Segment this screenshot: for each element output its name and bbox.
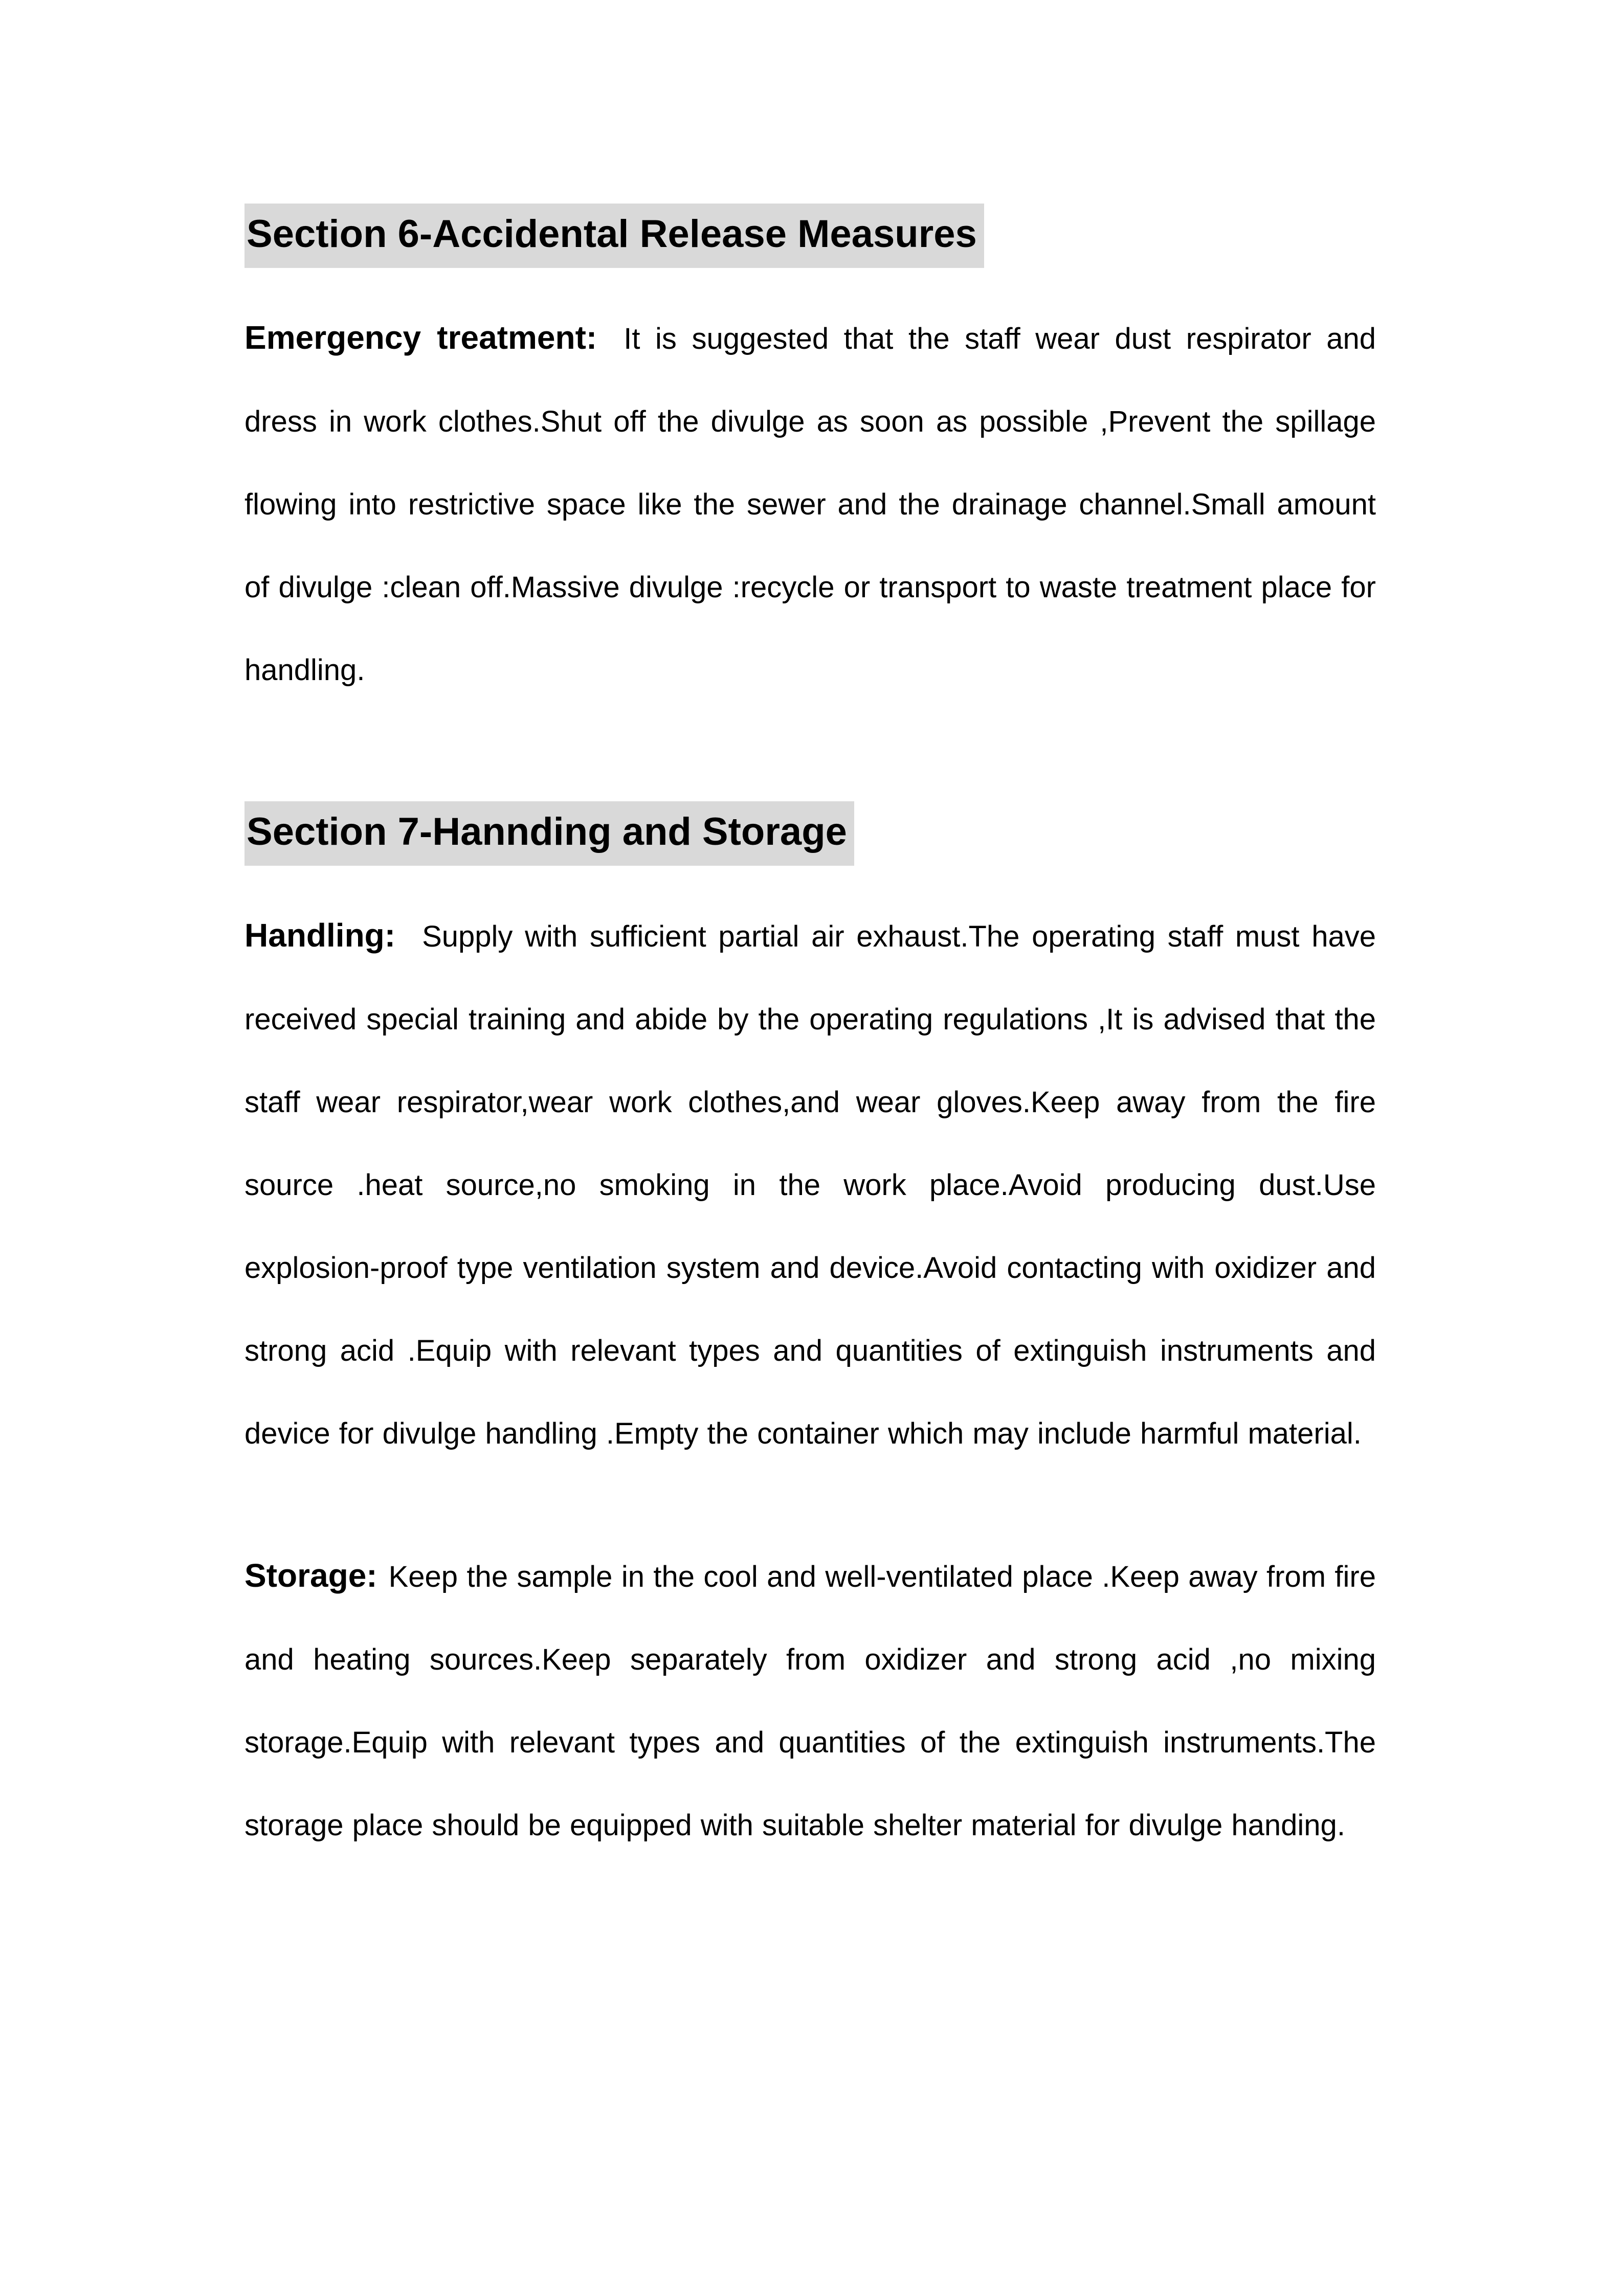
storage-label: Storage: <box>244 1557 377 1594</box>
section-7-heading-text: Section 7-Hannding and Storage <box>244 801 854 866</box>
handling-text: Supply with sufficient partial air exhaust.The operating staff must have received special training and abide by the operating regulations ,It is advised that the staff wear respirator,wear work clothes,and wear gloves.Keep away from the fire source .heat source,no smoking in the work place.Avoid producing dust.Use explosion-proof type ventilation system and device.Avoid contacting with oxidizer and strong acid .Equip with relevant types and quantities of extinguish instruments and device for divulge handling .Empty the container which may include harmful material. <box>244 920 1376 1450</box>
storage-paragraph <box>244 1534 1376 1867</box>
emergency-treatment-text: It is suggested that the staff wear dust respirator and dress in work clothes.Shut off the divulge as soon as possible ,Prevent the spillage flowing into restrictive space like the sewer and the drainage channel.Small amount of divulge :clean off.Massive divulge :recycle or transport to waste treatment place for handling. <box>244 322 1376 687</box>
emergency-treatment-label: Emergency treatment: <box>244 319 597 356</box>
storage-text: Keep the sample in the cool and well-ventilated place .Keep away from fire and heating sources.Keep separately from oxidizer and strong acid ,no mixing storage.Equip with relevant types and quantities of the extinguish instruments.The storage place should be equipped with suitable shelter material for divulge handing. <box>244 1560 1376 1842</box>
section-6-heading <box>244 204 1376 268</box>
section-7-heading <box>244 801 1376 866</box>
section-6-heading-text: Section 6-Accidental Release Measures <box>244 204 984 268</box>
document-content <box>244 204 1376 1867</box>
handling-label: Handling: <box>244 917 396 954</box>
emergency-treatment-paragraph <box>244 296 1376 712</box>
handling-paragraph <box>244 894 1376 1475</box>
